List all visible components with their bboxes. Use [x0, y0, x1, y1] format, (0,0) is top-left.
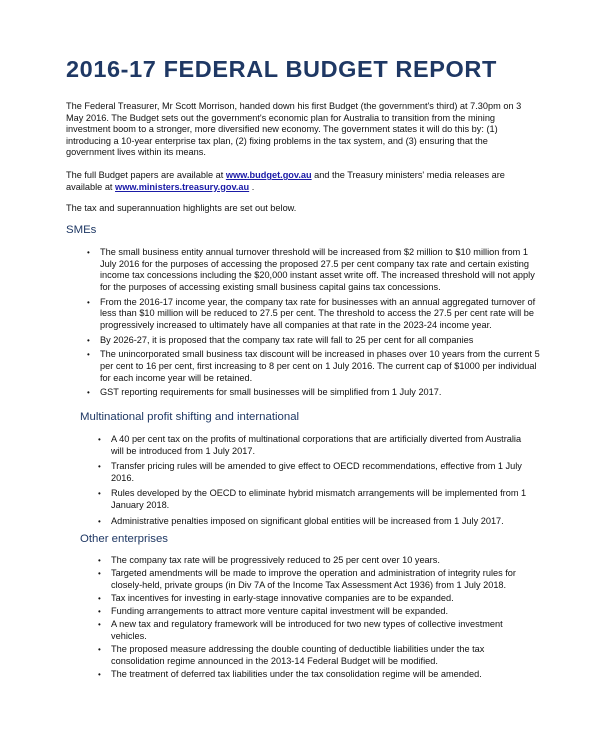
budget-links-paragraph — [66, 170, 536, 193]
bullet-icon: • — [98, 462, 101, 472]
other-enterprises-list — [98, 555, 531, 682]
list-item — [98, 555, 531, 567]
list-item-text: GST reporting requirements for small businesses will be simplified from 1 July 2017. — [100, 387, 442, 398]
list-item — [98, 668, 531, 681]
list-item-text: The treatment of deferred tax liabilities under the tax consolidation regime will be amended. — [111, 668, 482, 679]
list-item — [98, 434, 531, 457]
bullet-icon: • — [87, 335, 90, 345]
highlights-intro: The tax and superannuation highlights are set out below. — [66, 203, 297, 213]
list-item — [98, 644, 531, 667]
bullet-icon: • — [87, 388, 90, 398]
list-item — [98, 568, 531, 591]
list-item — [87, 296, 546, 332]
list-item-text: The unincorporated small business tax discount will be increased in phases over 10 years from the current 5 per cent to 16 per cent, first increasing to 8 per cent on 1 July 2016. The current cap of $1000 per individual for each income year will be retained. — [100, 349, 540, 383]
bullet-icon: • — [98, 593, 101, 603]
bullet-icon: • — [87, 248, 90, 257]
intro-paragraph: The Federal Treasurer, Mr Scott Morrison, handed down his first Budget (the government's third) at 7.30pm on 3 May 2016. The Budget sets out the government's economic plan for Australia to transition from the mining investment boom to a stronger, more diversified new economy. The government states it will do this by: (1) introducing a 10-year enterprise tax plan, (2) fixing problems in the tax system, and (3) ensuring that the government lives within its means. — [66, 101, 522, 158]
list-item-text: The proposed measure addressing the double counting of deductible liabilities under the tax consolidation regime announced in the 2013-14 Federal Budget will be modified. — [111, 644, 485, 666]
bullet-icon: • — [98, 607, 101, 617]
list-item-text: Rules developed by the OECD to eliminate hybrid mismatch arrangements will be implemented from 1 January 2018. — [111, 488, 527, 510]
list-item — [87, 349, 546, 384]
budget-link[interactable]: www.budget.gov.au — [225, 170, 312, 180]
list-item — [87, 247, 546, 293]
bullet-icon: • — [98, 516, 101, 526]
section-heading-multinational: Multinational profit shifting and international — [80, 411, 300, 423]
list-item-text: The small business entity annual turnover threshold will be increased from $2 million to $10 million from 1 July 2016 for the purposes of accessing the proposed 27.5 per cent company tax rate and certain existing income tax concessions including the $20,000 instant asset write off. The increased threshold will not apply for the purposes of accessing existing small business capital gains tax concessions. — [100, 247, 535, 292]
section-heading-other-enterprises: Other enterprises — [80, 533, 168, 545]
list-item-text: A new tax and regulatory framework will be introduced for two new types of collective investment vehicles. — [111, 619, 503, 641]
report-title: 2016-17 FEDERAL BUDGET REPORT — [66, 56, 497, 82]
bullet-icon: • — [98, 645, 101, 655]
list-item-text: The company tax rate will be progressively reduced to 25 per cent over 10 years. — [111, 555, 440, 565]
bullet-icon: • — [98, 620, 101, 630]
list-item — [98, 515, 531, 528]
list-item — [87, 387, 546, 399]
bullet-icon: • — [87, 297, 90, 307]
list-item-text: Funding arrangements to attract more venture capital investment will be expanded. — [111, 606, 449, 617]
ministers-link[interactable]: www.ministers.treasury.gov.au — [115, 181, 250, 192]
list-item — [87, 334, 546, 347]
section-heading-smes: SMEs — [66, 224, 97, 236]
list-item-text: Tax incentives for investing in early-stage innovative companies are to be expanded. — [111, 592, 454, 603]
list-item — [98, 488, 531, 511]
list-item — [98, 461, 531, 484]
bullet-icon: • — [98, 556, 101, 565]
multinational-list — [98, 434, 531, 531]
bullet-icon: • — [98, 435, 101, 444]
bullet-icon: • — [98, 669, 101, 679]
list-item-text: By 2026-27, it is proposed that the company tax rate will fall to 25 per cent for all companies — [100, 334, 474, 345]
list-item — [98, 592, 531, 605]
links-text-3: . — [249, 181, 255, 192]
list-item-text: Administrative penalties imposed on significant global entities will be increased from 1 July 2017. — [111, 515, 504, 526]
list-item-text: A 40 per cent tax on the profits of multinational corporations that are artificially diverted from Australia will be introduced from 1 July 2017. — [111, 434, 522, 456]
bullet-icon: • — [98, 489, 101, 499]
list-item-text: Targeted amendments will be made to improve the operation and administration of integrity rules for closely-held, private groups (in Div 7A of the Income Tax Assessment Act 1936) from 1 July 2018. — [111, 568, 516, 590]
bullet-icon: • — [98, 569, 101, 579]
list-item — [98, 619, 531, 642]
links-text-1: The full Budget papers are available at — [66, 170, 226, 180]
list-item — [98, 606, 531, 618]
smes-list — [87, 247, 546, 402]
links-text-2: and the Treasury ministers' media releases are available at — [66, 170, 505, 192]
bullet-icon: • — [87, 350, 90, 360]
list-item-text: Transfer pricing rules will be amended to give effect to OECD recommendations, effective from 1 July 2016. — [111, 461, 522, 483]
list-item-text: From the 2016-17 income year, the company tax rate for businesses with an annual aggregated turnover of less than $10 million will be reduced to 27.5 per cent. The threshold to access the 27.5 per cent rate will be progressively increased to ultimately have all companies at that rate in the 2023-24 income year. — [100, 296, 536, 330]
